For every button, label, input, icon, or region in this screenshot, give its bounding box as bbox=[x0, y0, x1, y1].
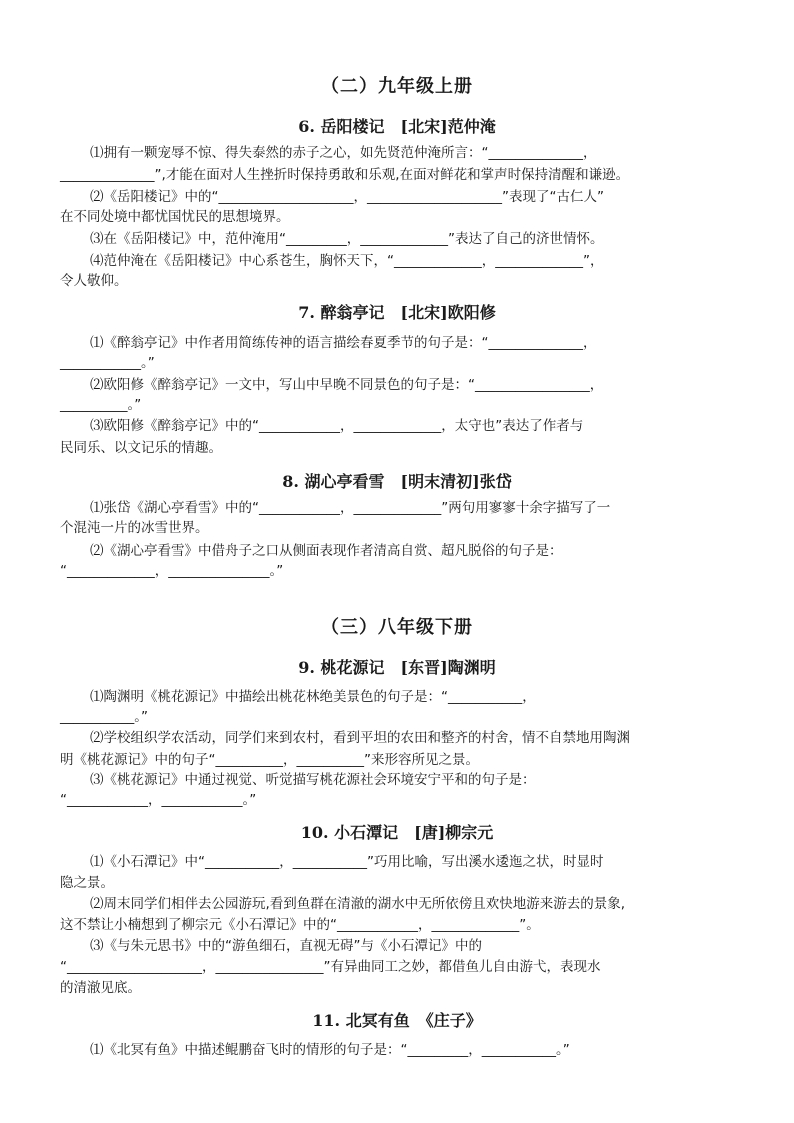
question-line: ⑵周末同学们相伴去公园游玩,看到鱼群在清澈的湖水中无所依傍且欢快地游来游去的景象, bbox=[90, 896, 626, 912]
question-line: “____________________，________________”有异曲同工之妙，都借鱼儿自由游弋，表现水 bbox=[60, 959, 601, 975]
question-line: “____________，____________。” bbox=[60, 792, 257, 808]
question-line: 个混沌一片的冰雪世界。 bbox=[60, 520, 209, 536]
question-line: ⑴《小石潭记》中“___________，___________”巧用比喻，写出溪水逶迤之状，时显时 bbox=[90, 854, 604, 870]
poem-title-beiming: 11. 北冥有鱼 《庄子》 bbox=[312, 1011, 482, 1030]
question-line: ⑶欧阳修《醉翁亭记》中的“____________，_____________，太守也”表达了作者与 bbox=[90, 418, 584, 434]
question-line: ⑵《湖心亭看雪》中借舟子之口从侧面表现作者清高自赏、超凡脱俗的句子是： bbox=[90, 543, 563, 559]
question-line: ⑶在《岳阳楼记》中，范仲淹用“_________，_____________”表达了自己的济世情怀。 bbox=[90, 231, 604, 247]
poem-title-zuiwengting: 7. 醉翁亭记 [北宋]欧阳修 bbox=[298, 303, 496, 322]
question-line: 令人敬仰。 bbox=[60, 273, 128, 289]
question-line: ⑵《岳阳楼记》中的“____________________，____________________”表现了“古仁人” bbox=[90, 189, 604, 205]
question-line: ⑵学校组织学农活动，同学们来到农村，看到平坦的农田和整齐的村舍，情不自禁地用陶渊 bbox=[90, 730, 630, 746]
question-line: 隐之景。 bbox=[60, 875, 114, 891]
section-title-grade9-vol1: （二）九年级上册 bbox=[321, 76, 473, 97]
question-line: ___________。” bbox=[60, 709, 148, 725]
question-line: ⑴张岱《湖心亭看雪》中的“____________，_____________”两句用寥寥十余字描写了一 bbox=[90, 500, 611, 516]
poem-title-taohuayuan: 9. 桃花源记 [东晋]陶渊明 bbox=[298, 658, 496, 677]
question-line: “_____________，_______________。” bbox=[60, 563, 284, 579]
question-line: ⑴《北冥有鱼》中描述鲲鹏奋飞时的情形的句子是：“_________，___________。” bbox=[90, 1042, 570, 1058]
question-line: ⑵欧阳修《醉翁亭记》一文中，写山中早晚不同景色的句子是：“_________________， bbox=[90, 377, 604, 393]
question-line: 民同乐、以文记乐的情趣。 bbox=[60, 440, 222, 456]
question-line: ⑴《醉翁亭记》中作者用简练传神的语言描绘春夏季节的句子是：“______________， bbox=[90, 335, 597, 351]
section-title-grade8-vol2: （三）八年级下册 bbox=[321, 617, 473, 638]
question-line: 明《桃花源记》中的句子“__________，__________”来形容所见之景。 bbox=[60, 752, 479, 768]
poem-title-yueyanglou: 6. 岳阳楼记 [北宋]范仲淹 bbox=[298, 117, 496, 136]
question-line: ⑴拥有一颗宠辱不惊、得失泰然的赤子之心，如先贤范仲淹所言：“______________， bbox=[90, 145, 597, 161]
question-line: 这不禁让小楠想到了柳宗元《小石潭记》中的“____________，_____________”。 bbox=[60, 917, 540, 933]
question-line: ⑴陶渊明《桃花源记》中描绘出桃花林绝美景色的句子是：“___________， bbox=[90, 689, 536, 705]
question-line: 在不同处境中都忧国忧民的思想境界。 bbox=[60, 209, 290, 225]
poem-title-huxinting: 8. 湖心亭看雪 [明末清初]张岱 bbox=[282, 472, 512, 491]
question-line: __________。” bbox=[60, 397, 142, 413]
question-line: ⑷范仲淹在《岳阳楼记》中心系苍生，胸怀天下，“_____________，_____________”， bbox=[90, 253, 604, 269]
poem-title-xiaoshitan: 10. 小石潭记 [唐]柳宗元 bbox=[300, 823, 494, 842]
question-line: ⑶《桃花源记》中通过视觉、听觉描写桃花源社会环境安宁平和的句子是： bbox=[90, 772, 536, 788]
question-line: ⑶《与朱元思书》中的“游鱼细石，直视无碍”与《小石潭记》中的 bbox=[90, 938, 482, 954]
question-line: ____________。” bbox=[60, 355, 155, 371]
question-line: 的清澈见底。 bbox=[60, 980, 141, 996]
question-line: ______________”,才能在面对人生挫折时保持勇敢和乐观,在面对鲜花和掌声时保持清醒和谦逊。 bbox=[60, 167, 630, 183]
